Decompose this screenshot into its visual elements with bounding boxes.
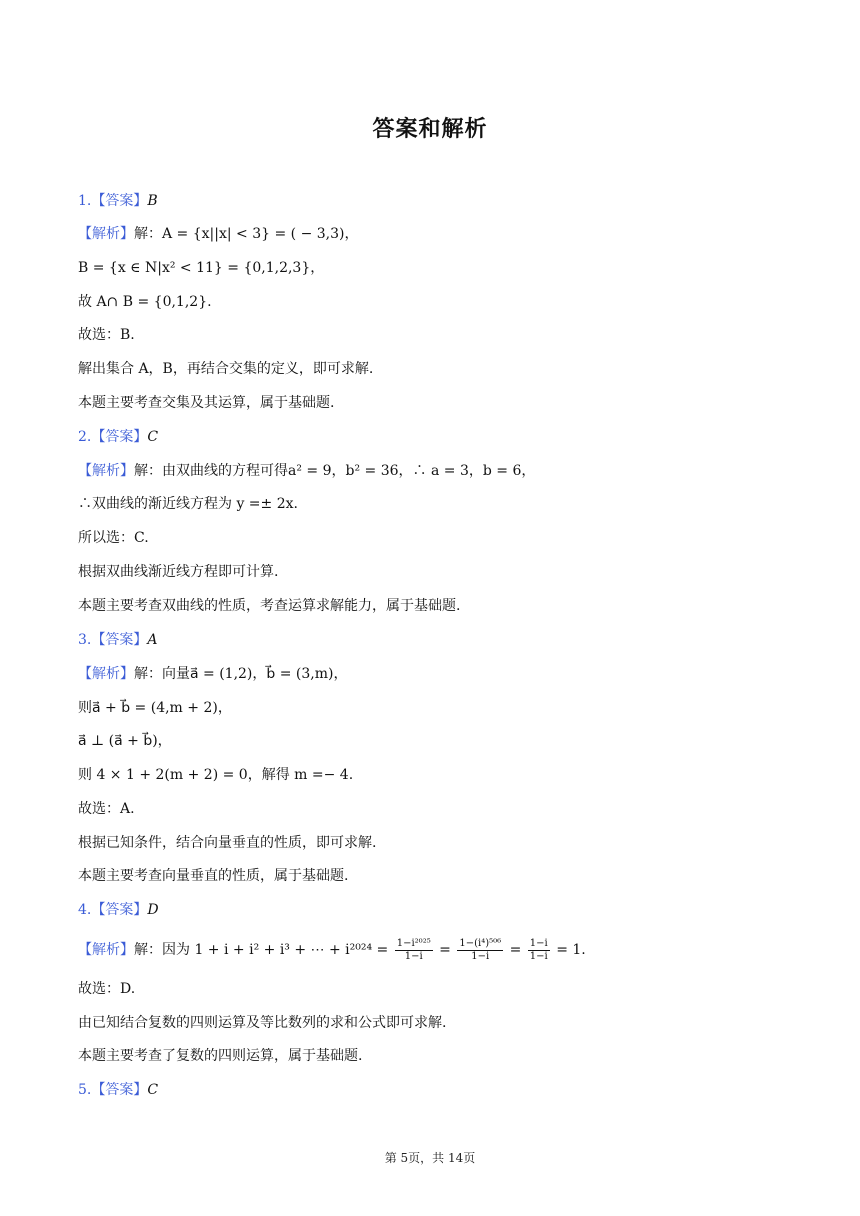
analysis-line bbox=[78, 936, 586, 964]
analysis-line: 根据已知条件，结合向量垂直的性质，即可求解. bbox=[78, 835, 377, 851]
analysis-line: 由已知结合复数的四则运算及等比数列的求和公式即可求解. bbox=[78, 1015, 447, 1031]
answer-heading-3 bbox=[78, 630, 157, 650]
answer-letter: C bbox=[147, 1082, 159, 1098]
fraction-numerator: 1−i bbox=[529, 937, 548, 949]
analysis-line: 本题主要考查双曲线的性质，考查运算求解能力，属于基础题. bbox=[78, 598, 461, 614]
fraction bbox=[457, 938, 503, 963]
analysis-text: 解：向量a⃗ = (1,2)，b⃗ = (3,m)， bbox=[134, 666, 348, 682]
analysis-line: B = {x ∈ N|x² < 11} = {0,1,2,3}， bbox=[78, 260, 325, 276]
analysis-line: 所以选：C. bbox=[78, 530, 149, 546]
analysis-line: 故选：D. bbox=[78, 981, 136, 997]
page-footer: 第 5页，共 14页 bbox=[384, 1151, 476, 1165]
analysis-line: a⃗ ⊥ (a⃗ + b⃗)， bbox=[78, 733, 172, 749]
fraction-numerator: 1−i²⁰²⁵ bbox=[396, 937, 431, 949]
analysis-text: 解：A = {x||x| < 3} = ( − 3,3)， bbox=[134, 226, 359, 242]
analysis-text: 解：因为 1 + i + i² + i³ + ⋯ + i²⁰²⁴ = bbox=[134, 942, 389, 958]
fraction bbox=[395, 938, 433, 963]
question-number: 2. bbox=[78, 429, 92, 445]
answer-letter: B bbox=[147, 193, 158, 209]
answer-letter: A bbox=[147, 632, 158, 648]
question-number: 4. bbox=[78, 902, 92, 918]
analysis-line: ∴双曲线的渐近线方程为 y =± 2x. bbox=[78, 496, 298, 512]
answer-tag: 【答案】 bbox=[91, 902, 148, 918]
analysis-tag: 【解析】 bbox=[78, 226, 134, 242]
equals-sign: = bbox=[509, 942, 522, 958]
analysis-line bbox=[78, 461, 535, 481]
page-title: 答案和解析 bbox=[372, 117, 488, 142]
analysis-tag: 【解析】 bbox=[78, 666, 134, 682]
analysis-line bbox=[78, 224, 359, 244]
analysis-line: 本题主要考查向量垂直的性质，属于基础题. bbox=[78, 868, 349, 884]
equals-sign: = bbox=[439, 942, 451, 958]
question-number: 3. bbox=[78, 632, 92, 648]
answer-heading-1 bbox=[78, 191, 158, 211]
analysis-line: 故选：B. bbox=[78, 327, 135, 343]
analysis-text: 解：由双曲线的方程可得a² = 9，b² = 36，∴ a = 3，b = 6， bbox=[134, 463, 536, 479]
fraction-denominator: 1−i bbox=[529, 950, 548, 962]
answer-letter: C bbox=[147, 429, 159, 445]
fraction-denominator: 1−i bbox=[404, 950, 423, 962]
answer-heading-2 bbox=[78, 427, 158, 447]
analysis-line bbox=[78, 664, 347, 684]
fraction bbox=[528, 938, 550, 963]
question-number: 1. bbox=[78, 193, 92, 209]
answer-tag: 【答案】 bbox=[91, 193, 148, 209]
answer-heading-5 bbox=[78, 1080, 158, 1100]
analysis-line: 则 4 × 1 + 2(m + 2) = 0，解得 m =− 4. bbox=[78, 767, 354, 783]
analysis-line: 解出集合 A，B，再结合交集的定义，即可求解. bbox=[78, 361, 374, 377]
analysis-text: = 1. bbox=[556, 942, 586, 958]
analysis-line: 则a⃗ + b⃗ = (4,m + 2)， bbox=[78, 700, 232, 716]
analysis-line: 故选：A. bbox=[78, 801, 135, 817]
analysis-line: 本题主要考查了复数的四则运算，属于基础题. bbox=[78, 1048, 363, 1064]
fraction-numerator: 1−(i⁴)⁵⁰⁶ bbox=[459, 937, 502, 949]
analysis-line: 根据双曲线渐近线方程即可计算. bbox=[78, 564, 279, 580]
fraction-denominator: 1−i bbox=[471, 950, 490, 962]
answer-tag: 【答案】 bbox=[91, 429, 148, 445]
answer-letter: D bbox=[147, 902, 159, 918]
answer-tag: 【答案】 bbox=[91, 632, 148, 648]
analysis-tag: 【解析】 bbox=[78, 463, 134, 479]
analysis-line: 故 A∩ B = {0,1,2}. bbox=[78, 294, 212, 310]
answer-heading-4 bbox=[78, 900, 159, 920]
answer-tag: 【答案】 bbox=[91, 1082, 148, 1098]
analysis-line: 本题主要考查交集及其运算，属于基础题. bbox=[78, 395, 335, 411]
analysis-tag: 【解析】 bbox=[78, 942, 134, 958]
question-number: 5. bbox=[78, 1082, 92, 1098]
